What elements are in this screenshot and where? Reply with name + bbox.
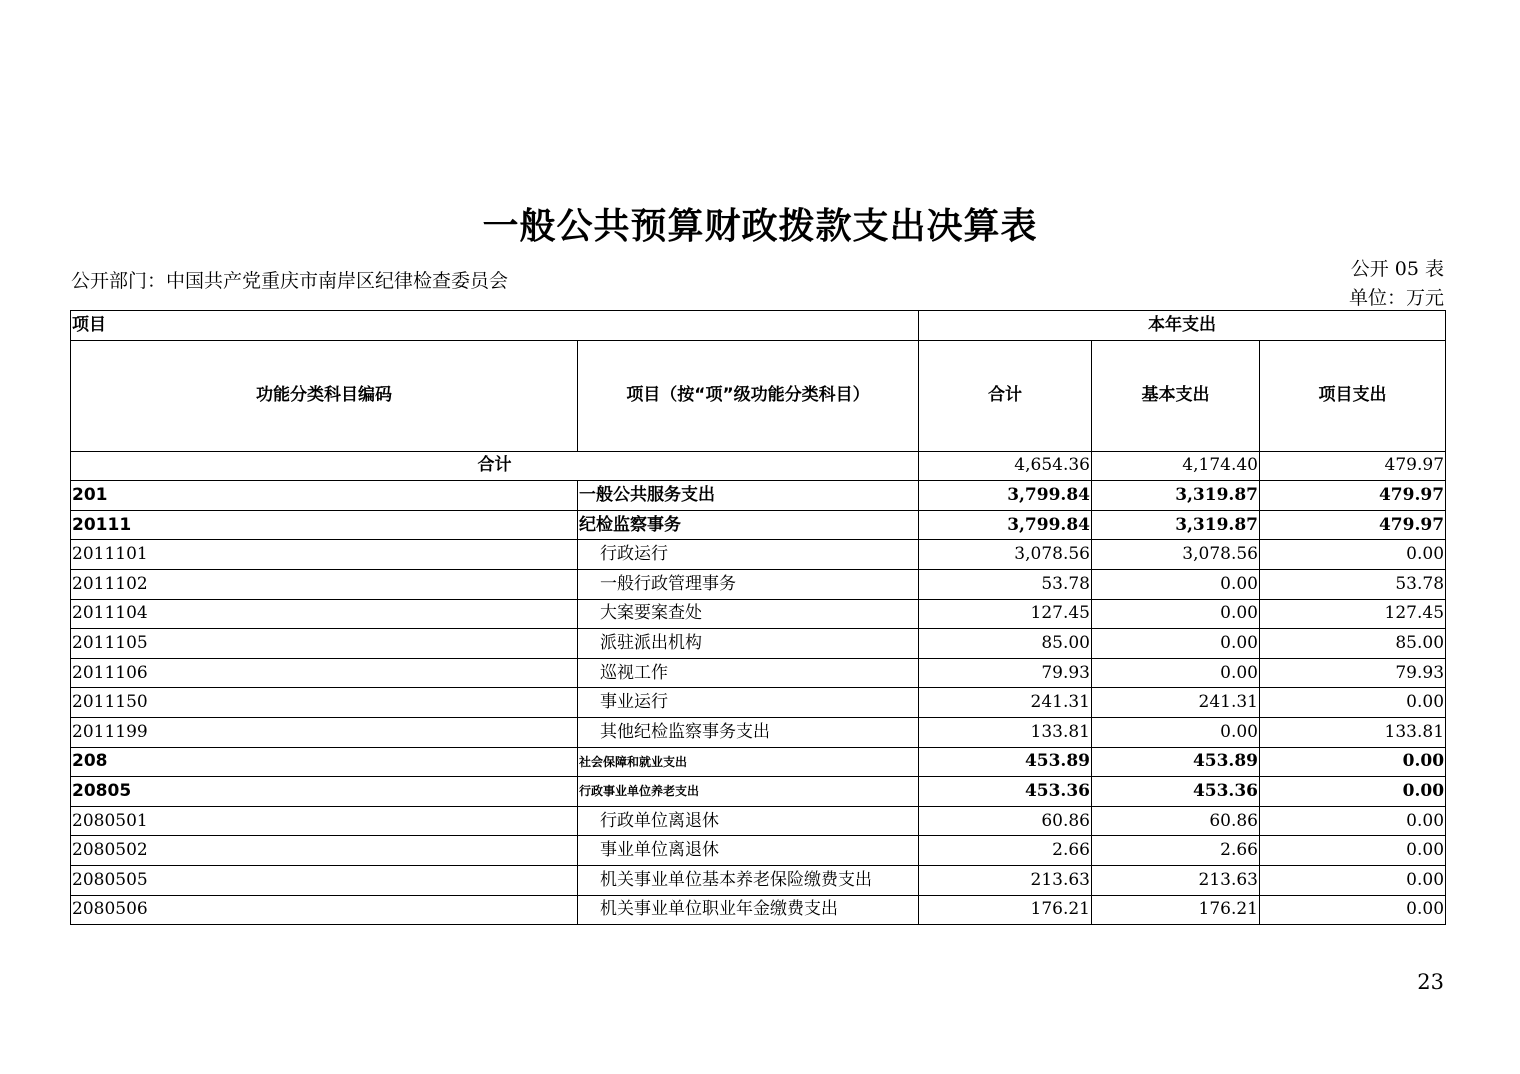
- row-total: 127.45: [919, 599, 1092, 629]
- header-row-2: [71, 340, 1446, 451]
- row-project: 0.00: [1260, 806, 1446, 836]
- table-row: [71, 658, 1446, 688]
- row-total: 3,799.84: [919, 510, 1092, 540]
- header-project: 项目支出: [1260, 340, 1446, 451]
- table-row: [71, 717, 1446, 747]
- row-code: 20111: [71, 510, 578, 540]
- row-basic: 3,319.87: [1092, 510, 1260, 540]
- header-code: 功能分类科目编码: [71, 340, 578, 451]
- table-row: [71, 540, 1446, 570]
- total-row: [71, 451, 1446, 481]
- row-name: 社会保障和就业支出: [578, 747, 919, 777]
- row-basic: 0.00: [1092, 658, 1260, 688]
- table-row: [71, 569, 1446, 599]
- table-row: [71, 629, 1446, 659]
- row-name: 其他纪检监察事务支出: [578, 717, 919, 747]
- row-code: 2011101: [71, 540, 578, 570]
- row-name: 派驻派出机构: [578, 629, 919, 659]
- row-code: 2080505: [71, 865, 578, 895]
- header-item: 项目: [71, 311, 919, 341]
- row-project: 85.00: [1260, 629, 1446, 659]
- row-total: 53.78: [919, 569, 1092, 599]
- row-basic: 241.31: [1092, 688, 1260, 718]
- row-basic: 0.00: [1092, 599, 1260, 629]
- row-code: 2011199: [71, 717, 578, 747]
- row-basic: 213.63: [1092, 865, 1260, 895]
- row-code: 2080501: [71, 806, 578, 836]
- row-basic: 0.00: [1092, 629, 1260, 659]
- row-code: 2011102: [71, 569, 578, 599]
- header-name: 项目（按“项”级功能分类科目）: [578, 340, 919, 451]
- table-row: [71, 747, 1446, 777]
- row-project: 0.00: [1260, 688, 1446, 718]
- row-total: 3,078.56: [919, 540, 1092, 570]
- header-total: 合计: [919, 340, 1092, 451]
- header-current-year: 本年支出: [919, 311, 1446, 341]
- table-row: [71, 865, 1446, 895]
- table-row: [71, 688, 1446, 718]
- row-total: 453.89: [919, 747, 1092, 777]
- row-total: 2.66: [919, 836, 1092, 866]
- row-project: 0.00: [1260, 777, 1446, 807]
- row-name: 行政运行: [578, 540, 919, 570]
- row-code: 2011150: [71, 688, 578, 718]
- row-basic: 453.36: [1092, 777, 1260, 807]
- row-project: 479.97: [1260, 510, 1446, 540]
- row-project: 0.00: [1260, 836, 1446, 866]
- row-name: 机关事业单位职业年金缴费支出: [578, 895, 919, 925]
- row-code: 2080502: [71, 836, 578, 866]
- table-row: [71, 806, 1446, 836]
- table-row: [71, 599, 1446, 629]
- row-name: 行政事业单位养老支出: [578, 777, 919, 807]
- unit-label: 单位：万元: [1348, 287, 1444, 309]
- row-name: 大案要案查处: [578, 599, 919, 629]
- row-basic: 3,078.56: [1092, 540, 1260, 570]
- row-basic: 0.00: [1092, 569, 1260, 599]
- row-code: 2011105: [71, 629, 578, 659]
- row-code: 20805: [71, 777, 578, 807]
- row-total: 453.36: [919, 777, 1092, 807]
- total-basic: 4,174.40: [1092, 451, 1260, 481]
- row-basic: 176.21: [1092, 895, 1260, 925]
- row-name: 行政单位离退休: [578, 806, 919, 836]
- total-project: 479.97: [1260, 451, 1446, 481]
- row-basic: 2.66: [1092, 836, 1260, 866]
- row-name: 纪检监察事务: [578, 510, 919, 540]
- page-title: 一般公共预算财政拨款支出决算表: [482, 206, 1038, 247]
- row-project: 0.00: [1260, 865, 1446, 895]
- total-label: 合计: [71, 451, 919, 481]
- row-total: 133.81: [919, 717, 1092, 747]
- header-row-1: [71, 311, 1446, 341]
- table-row: [71, 895, 1446, 925]
- row-project: 0.00: [1260, 895, 1446, 925]
- row-total: 241.31: [919, 688, 1092, 718]
- row-name: 一般行政管理事务: [578, 569, 919, 599]
- row-basic: 60.86: [1092, 806, 1260, 836]
- department-label: 公开部门：中国共产党重庆市南岸区纪律检查委员会: [71, 270, 509, 292]
- table-row: [71, 481, 1446, 511]
- row-project: 0.00: [1260, 747, 1446, 777]
- table-row: [71, 777, 1446, 807]
- row-project: 479.97: [1260, 481, 1446, 511]
- row-total: 79.93: [919, 658, 1092, 688]
- row-code: 201: [71, 481, 578, 511]
- row-code: 208: [71, 747, 578, 777]
- row-code: 2011106: [71, 658, 578, 688]
- row-project: 0.00: [1260, 540, 1446, 570]
- header-basic: 基本支出: [1092, 340, 1260, 451]
- table-row: [71, 510, 1446, 540]
- row-total: 176.21: [919, 895, 1092, 925]
- row-basic: 453.89: [1092, 747, 1260, 777]
- row-total: 60.86: [919, 806, 1092, 836]
- row-total: 85.00: [919, 629, 1092, 659]
- row-name: 事业单位离退休: [578, 836, 919, 866]
- row-basic: 0.00: [1092, 717, 1260, 747]
- row-code: 2080506: [71, 895, 578, 925]
- row-basic: 3,319.87: [1092, 481, 1260, 511]
- row-project: 53.78: [1260, 569, 1446, 599]
- row-project: 133.81: [1260, 717, 1446, 747]
- row-project: 127.45: [1260, 599, 1446, 629]
- expenditure-table: [70, 310, 1446, 925]
- row-project: 79.93: [1260, 658, 1446, 688]
- row-name: 一般公共服务支出: [578, 481, 919, 511]
- row-total: 3,799.84: [919, 481, 1092, 511]
- row-name: 巡视工作: [578, 658, 919, 688]
- row-name: 机关事业单位基本养老保险缴费支出: [578, 865, 919, 895]
- page-number: 23: [1417, 970, 1444, 994]
- row-code: 2011104: [71, 599, 578, 629]
- table-row: [71, 836, 1446, 866]
- row-name: 事业运行: [578, 688, 919, 718]
- row-total: 213.63: [919, 865, 1092, 895]
- table-number: 公开 05 表: [1350, 258, 1444, 280]
- total-total: 4,654.36: [919, 451, 1092, 481]
